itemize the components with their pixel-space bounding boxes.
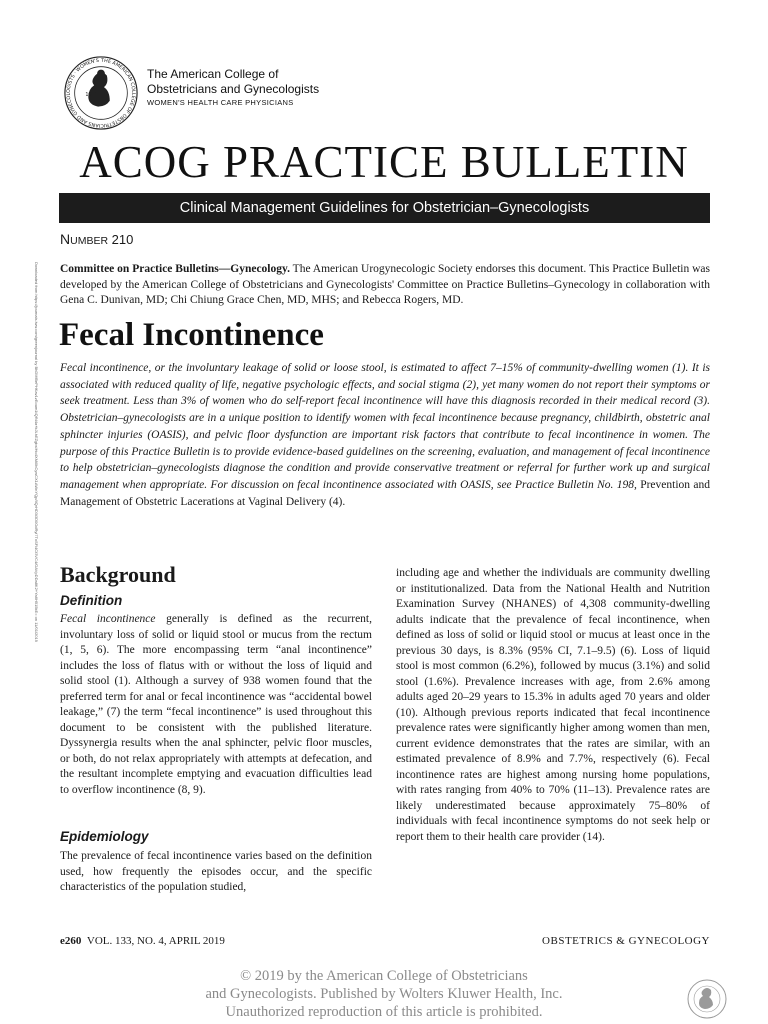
epidemiology-continued-paragraph: including age and whether the individuals are community dwelling or institutionalized. Data from the National Health and Nutrition Examination Survey (NHANES) of 4,308 community-dwelling adults indicate that the prevalence of fecal incontinence, when defined as loss of solid or liquid stool or mucus at least once in the previous 30 days, is 8.3% (95% CI, 7.1–9.5) (6). Loss of liquid stool is most common (6.2%), followed by mucus (3.1%) and solid stool (1.6%). Prevalence increases with age, from 2.6% among adults aged 20–29 years to 15.3% in adults aged 70 years and older (10). Although previous reports indicated that fecal incontinence prevalence rates were significantly higher among women than men, current evidence demonstrates that the rates are similar, with an estimated prevalence of 8.9% and 7.7%, respectively (6). Fecal incontinence rates are highest among nursing home populations, with rates ranging from 40% to 70% (11–13). Prevalence rates are likely underestimated because approximately 75–80% of individuals with fecal incontinence symptoms do not seek help or report them to their health care provider (14). — [396, 567, 710, 843]
abstract — [60, 360, 710, 510]
number-value: 210 — [111, 232, 134, 247]
journal-name: OBSTETRICS & GYNECOLOGY — [542, 935, 710, 947]
copyright-line-2: and Gynecologists. Published by Wolters Kluwer Health, Inc. — [205, 986, 563, 1002]
page-footer-left — [60, 935, 225, 947]
abstract-roman: Prevention and Management of Obstetric Lacerations at Vaginal Delivery (4). — [60, 478, 710, 508]
number-label: UMBER — [70, 235, 109, 247]
subheading-definition: Definition — [60, 593, 123, 608]
download-sidebar-text: Downloaded from https://journals.lww.com/greenjournal by BhDMf5ePHKav1zEoum1tQfN4a+kJLhEZgbsIHo4XMi0hCywCX1AWnYQp/IlQrHD3i3D0OdRyi7TvSFl4Cf3VC4/OAVpDDa8K2+Ya6H515kE= on 11/01/2019 — [34, 262, 39, 642]
bulletin-title: ACOG PRACTICE BULLETIN — [79, 137, 689, 187]
volume-info: VOL. 133, NO. 4, APRIL 2019 — [86, 935, 225, 947]
subheading-epidemiology: Epidemiology — [60, 829, 149, 844]
svg-text:1951: 1951 — [85, 91, 98, 98]
definition-text: generally is defined as the recurrent, involuntary loss of solid or liquid stool or mucus from the rectum (1, 5, 6). The more encompassing term “anal incontinence” includes the loss of flatus with or without the loss of liquid and solid stool (1). Although a survey of 938 women found that the preferred term for anal or fecal incontinence was “accidental bowel leakage,” (7) the term “fecal incontinence” is used throughout this document to be consistent with the published literature. Dyssynergia results when the anal sphincter, pelvic floor muscles, or both, do not relax appropriately with attempts at defecation, and the resultant incomplete emptying and evacuation difficulties lead to overflow incontinence (8, 9). — [60, 613, 373, 796]
acog-seal-logo — [62, 54, 140, 132]
definition-term: Fecal incontinence — [60, 613, 156, 625]
committee-lead: Committee on Practice Bulletins—Gynecology. — [60, 263, 290, 275]
org-line-1: The American College of — [147, 67, 279, 81]
number-initial: N — [60, 231, 71, 247]
epidemiology-paragraph: The prevalence of fecal incontinence varies based on the definition used, how frequently the episodes occur, and the specific characteristics of the population studied, — [60, 850, 372, 893]
definition-paragraph — [60, 612, 372, 798]
copyright-notice — [0, 967, 768, 1021]
abstract-italic: Fecal incontinence, or the involuntary leakage of solid or loose stool, is estimated to affect 7–15% of community-dwelling women (1). It is associated with reduced quality of life, negative psychologic effects, and social stigma (2), yet many women do not report their symptoms or seek treatment. Less than 3% of women who do self-report fecal incontinence will have this diagnosis recorded in their medical record (3). Obstetrician–gynecologists are in a unique position to identify women with fecal incontinence because pregnancy, childbirth, obstetric anal sphincter injuries (OASIS), and pelvic floor dysfunction are important risk factors that contribute to fecal incontinence in women. The purpose of this Practice Bulletin is to provide evidence-based guidelines on the screening, evaluation, and management of fecal incontinence to help obstetrician–gynecologists diagnose the condition and provide conservative treatment or referral for further work up and surgical management when appropriate. For discussion on fecal incontinence associated with OASIS, see Practice Bulletin No. 198, — [60, 362, 710, 491]
committee-note — [60, 262, 710, 309]
org-line-2: Obstetricians and Gynecologists — [147, 82, 320, 96]
bulletin-banner: Clinical Management Guidelines for Obstetrician–Gynecologists — [59, 193, 710, 223]
page-number: e260 — [60, 935, 82, 947]
org-tagline: WOMEN'S HEALTH CARE PHYSICIANS — [147, 98, 294, 107]
copyright-line-1: © 2019 by the American College of Obstetricians — [240, 968, 528, 984]
committee-text: The American Urogynecologic Society endorses this document. This Practice Bulletin was developed by the American College of Obstetricians and Gynecologists' Committee on Practice Bulletins–Gynecology in collaboration with Gena C. Dunivan, MD; Chi Chiung Grace Chen, MD, MHS; and Rebecca Rogers, MD. — [60, 263, 710, 306]
copyright-line-3: Unauthorized reproduction of this article is prohibited. — [225, 1004, 543, 1020]
footer-seal-icon — [686, 978, 728, 1020]
section-heading-background: Background — [60, 562, 176, 587]
organization-name — [147, 67, 319, 107]
svg-text:THE AMERICAN COLLEGE OF OBSTET: THE AMERICAN COLLEGE OF OBSTETRICIANS AND GYNECOLOGISTS · WOMEN'S — [65, 57, 137, 129]
bulletin-number — [60, 231, 133, 247]
article-title: Fecal Incontinence — [59, 317, 324, 353]
